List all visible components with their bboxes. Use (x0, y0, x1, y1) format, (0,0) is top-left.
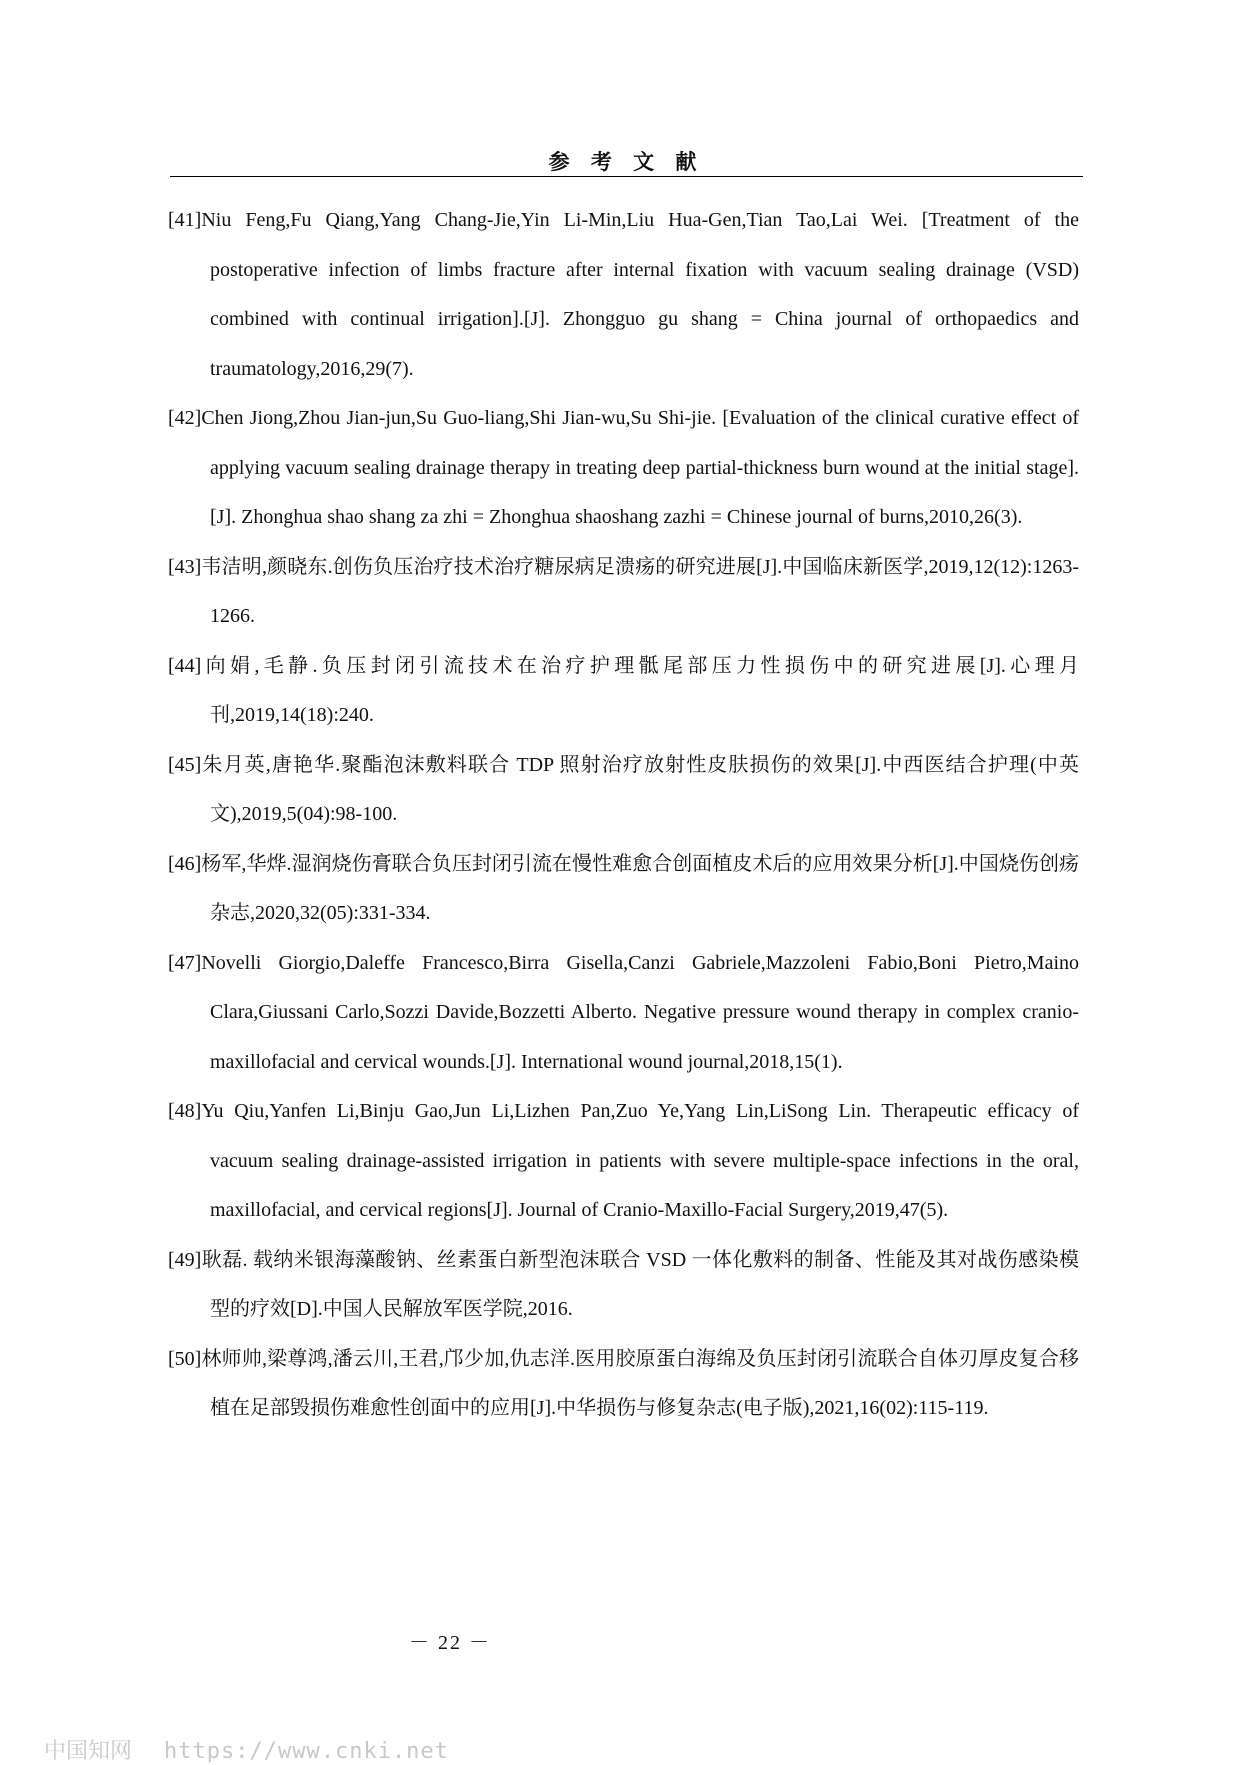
reference-item: [48]Yu Qiu,Yanfen Li,Binju Gao,Jun Li,Lizhen Pan,Zuo Ye,Yang Lin,LiSong Lin. Therapeutic efficacy of vacuum sealing drainage-assisted irrigation in patients with severe multiple-space infections in the oral, maxillofacial, and cervical regions[J]. Journal of Cranio-Maxillo-Facial Surgery,2019,47(5). (168, 1100, 1079, 1221)
watermark-url: https://www.cnki.net (164, 1739, 449, 1764)
reference-item: [46]杨军,华烨.湿润烧伤膏联合负压封闭引流在慢性难愈合创面植皮术后的应用效果分析[J].中国烧伤创疡杂志,2020,32(05):331-334. (168, 852, 1079, 924)
header-rule (170, 176, 1083, 177)
reference-item: [47]Novelli Giorgio,Daleffe Francesco,Birra Gisella,Canzi Gabriele,Mazzoleni Fabio,Boni Pietro,Maino Clara,Giussani Carlo,Sozzi Davide,Bozzetti Alberto. Negative pressure wound therapy in complex cranio-maxillofacial and cervical wounds.[J]. International wound journal,2018,15(1). (168, 951, 1079, 1073)
watermark-brand: 中国知网 (44, 1739, 133, 1764)
page-header-title: 参 考 文 献 (548, 150, 705, 174)
reference-item: [49]耿磊. 载纳米银海藻酸钠、丝素蛋白新型泡沫联合 VSD 一体化敷料的制备、性能及其对战伤感染模型的疗效[D].中国人民解放军医学院,2016. (168, 1248, 1079, 1320)
reference-list (168, 196, 1079, 1434)
reference-item: [41]Niu Feng,Fu Qiang,Yang Chang-Jie,Yin Li-Min,Liu Hua-Gen,Tian Tao,Lai Wei. [Treatment of the postoperative infection of limbs fracture after internal fixation with vacuum sealing drainage (VSD) combined with continual irrigation].[J]. Zhongguo gu shang = China journal of orthopaedics and traumatology,2016,29(7). (168, 209, 1079, 380)
reference-item: [42]Chen Jiong,Zhou Jian-jun,Su Guo-liang,Shi Jian-wu,Su Shi-jie. [Evaluation of the clinical curative effect of applying vacuum sealing drainage therapy in treating deep partial-thickness burn wound at the initial stage].[J]. Zhonghua shao shang za zhi = Zhonghua shaoshang zazhi = Chinese journal of burns,2010,26(3). (168, 407, 1079, 528)
reference-item: [44]向娟,毛静.负压封闭引流技术在治疗护理骶尾部压力性损伤中的研究进展[J].心理月刊,2019,14(18):240. (168, 654, 1079, 726)
cnki-watermark (44, 1734, 449, 1765)
reference-item: [50]林师帅,梁尊鸿,潘云川,王君,邝少加,仇志洋.医用胶原蛋白海绵及负压封闭引流联合自体刃厚皮复合移植在足部毁损伤难愈性创面中的应用[J].中华损伤与修复杂志(电子版),2021,16(02):115-119. (168, 1347, 1079, 1419)
page-number: － 22 － (409, 1632, 491, 1654)
reference-item: [45]朱月英,唐艳华.聚酯泡沫敷料联合 TDP 照射治疗放射性皮肤损伤的效果[J].中西医结合护理(中英文),2019,5(04):98-100. (168, 753, 1079, 825)
reference-item: [43]韦洁明,颜晓东.创伤负压治疗技术治疗糖尿病足溃疡的研究进展[J].中国临床新医学,2019,12(12):1263-1266. (168, 555, 1079, 627)
